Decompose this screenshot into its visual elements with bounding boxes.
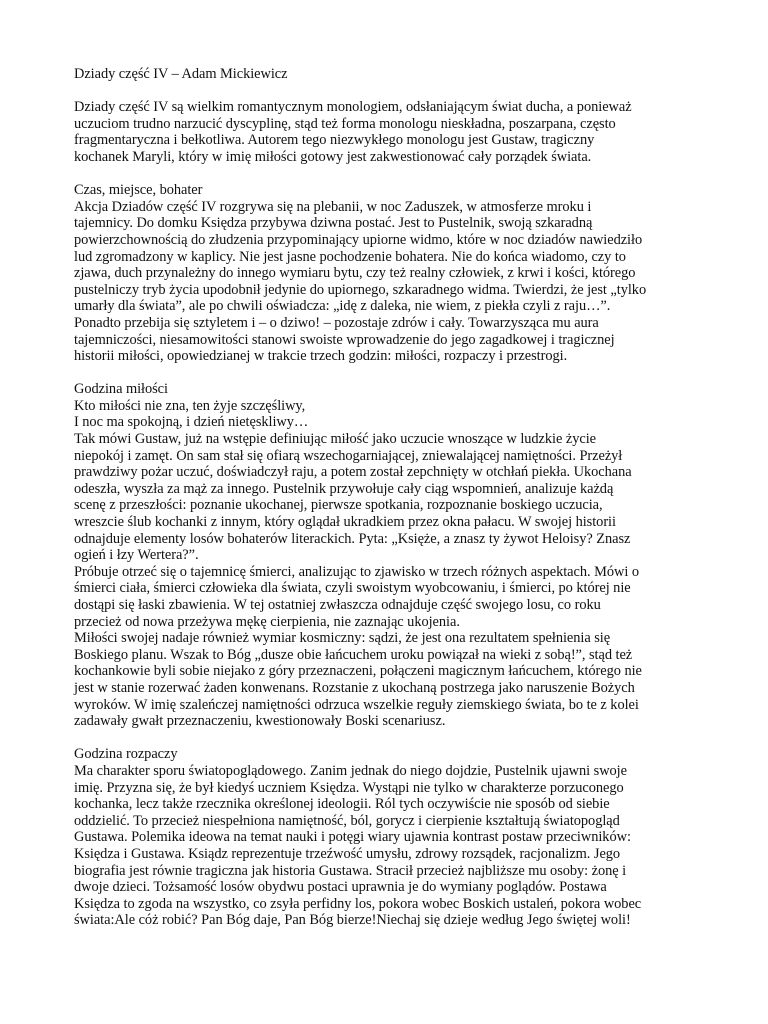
- section-paragraph: Kto miłości nie zna, ten żyje szczęśliwy, I noc ma spokojną, i dzień nietęskliwy… Tak mówi Gustaw, już na wstępie definiując miłość jako uczucie wnoszące w ludzkie życie niepokój i zamęt. On sam stał się ofiarą wszechogarniającej, zniewalającej namiętności. Przeżył prawdziwy pożar uczuć, doświadczył raju, a potem został zepchnięty w otchłań piekła. Ukochana odeszła, wyszła za mąż za innego. Pustelnik przywołuje cały ciąg wspomnień, analizuje każdą scenę z przeszłości: poznanie ukochanej, pierwsze spotkania, rozpoznanie boskiego uczucia, wreszcie ślub kochanki z innym, który oglądał ukradkiem przez okna pałacu. W swojej historii odnajduje elementy losów bohaterów literackich. Pyta: „Księże, a znasz ty żywot Heloisy? Znasz ogień i łzy Wertera?”.: [74, 397, 632, 564]
- spacer: [74, 83, 726, 100]
- document-page: [74, 66, 726, 929]
- section-paragraph: Próbuje otrzeć się o tajemnicę śmierci, analizując to zjawisko w trzech różnych aspektach. Mówi o śmierci ciała, śmierci człowieka dla świata, czyli swoistym wyobcowaniu, i śmierci, po której nie dostąpi się łaski zbawienia. W tej ostatniej zwłaszcza odnajduje część swojego losu, co roku przecież od nowa przeżywa mękę cierpienia, nie zaznając ukojenia.: [74, 563, 639, 630]
- section-paragraph: Akcja Dziadów część IV rozgrywa się na plebanii, w noc Zaduszek, w atmosferze mroku i tajemnicy. Do domku Księdza przybywa dziwna postać. Jest to Pustelnik, swoją szkaradną powierzchownością do złudzenia przypominający upiorne widmo, które w noc dziadów nawiedziło lud zgromadzony w kaplicy. Nie jest jasne pochodzenie bohatera. Nie do końca wiadomo, czy to zjawa, duch przynależny do innego wymiaru bytu, czy też realny człowiek, z krwi i kości, którego pustelniczy tryb życia upodobnił jedynie do upiornego, szkaradnego widma. Twierdzi, że jest „tylko umarły dla świata”, ale po chwili oświadcza: „idę z daleka, nie wiem, z piekła czyli z raju…”. Ponadto przebija się sztyletem i – o dziwo! – pozostaje zdrów i cały. Towarzysząca mu aura tajemniczości, niesamowitości stanowi swoiste wprowadzenie do jego zagadkowej i tragicznej historii miłości, opowiedzianej w trakcie trzech godzin: miłości, rozpaczy i przestrogi.: [74, 198, 647, 365]
- section-paragraph: Ma charakter sporu światopoglądowego. Zanim jednak do niego dojdzie, Pustelnik ujawni swoje imię. Przyzna się, że był kiedyś uczniem Księdza. Wystąpi nie tylko w charakterze porzuconego kochanka, lecz także rzecznika określonej ideologii. Ról tych oczywiście nie sposób od siebie oddzielić. To przecież niespełniona namiętność, ból, gorycz i cierpienie kształtują światopogląd Gustawa. Polemika ideowa na temat nauki i potęgi wiary ujawnia kontrast postaw przeciwników: Księdza i Gustawa. Ksiądz reprezentuje trzeźwość umysłu, zdrowy rozsądek, racjonalizm. Jego biografia jest równie tragiczna jak historia Gustawa. Stracił przecież najbliższe mu osoby: żonę i dwoje dzieci. Tożsamość losów obydwu postaci uprawnia je do wymiany poglądów. Postawa Księdza to zgoda na wszystko, co zsyła perfidny los, pokora wobec Boskich ustaleń, pokora wobec świata:Ale cóż robić? Pan Bóg daje, Pan Bóg bierze!Niechaj się dzieje według Jego świętej woli!: [74, 762, 642, 929]
- section-heading-godzina-rozpaczy: Godzina rozpaczy: [74, 746, 178, 763]
- spacer: [74, 365, 726, 382]
- spacer: [74, 166, 726, 183]
- section-heading-godzina-milosci: Godzina miłości: [74, 381, 168, 398]
- section-heading-czas-miejsce-bohater: Czas, miejsce, bohater: [74, 182, 203, 199]
- section-paragraph: Miłości swojej nadaje również wymiar kosmiczny: sądzi, że jest ona rezultatem spełnienia się Boskiego planu. Wszak to Bóg „dusze obie łańcuchem uroku powiązał na wieki z sobą!”, stąd też kochankowie byli sobie niejako z góry przeznaczeni, połączeni magicznym łańcuchem, którego nie jest w stanie rozerwać żaden konwenans. Rozstanie z ukochaną postrzega jako naruszenie Bożych wyroków. W imię szaleńczej namiętności odrzuca wszelkie reguły ziemskiego świata, bo te z kolei zadawały gwałt przeznaczeniu, kwestionowały Boski scenariusz.: [74, 630, 642, 730]
- document-title: Dziady część IV – Adam Mickiewicz: [74, 66, 288, 82]
- spacer: [74, 730, 726, 747]
- intro-paragraph: Dziady część IV są wielkim romantycznym monologiem, odsłaniającym świat ducha, a ponieważ uczuciom trudno narzucić dyscyplinę, stąd też forma monologu nieskładna, poszarpana, często fragmentaryczna i bełkotliwa. Autorem tego niezwykłego monologu jest Gustaw, tragiczny kochanek Maryli, który w imię miłości gotowy jest zakwestionować cały porządek świata.: [74, 99, 632, 165]
